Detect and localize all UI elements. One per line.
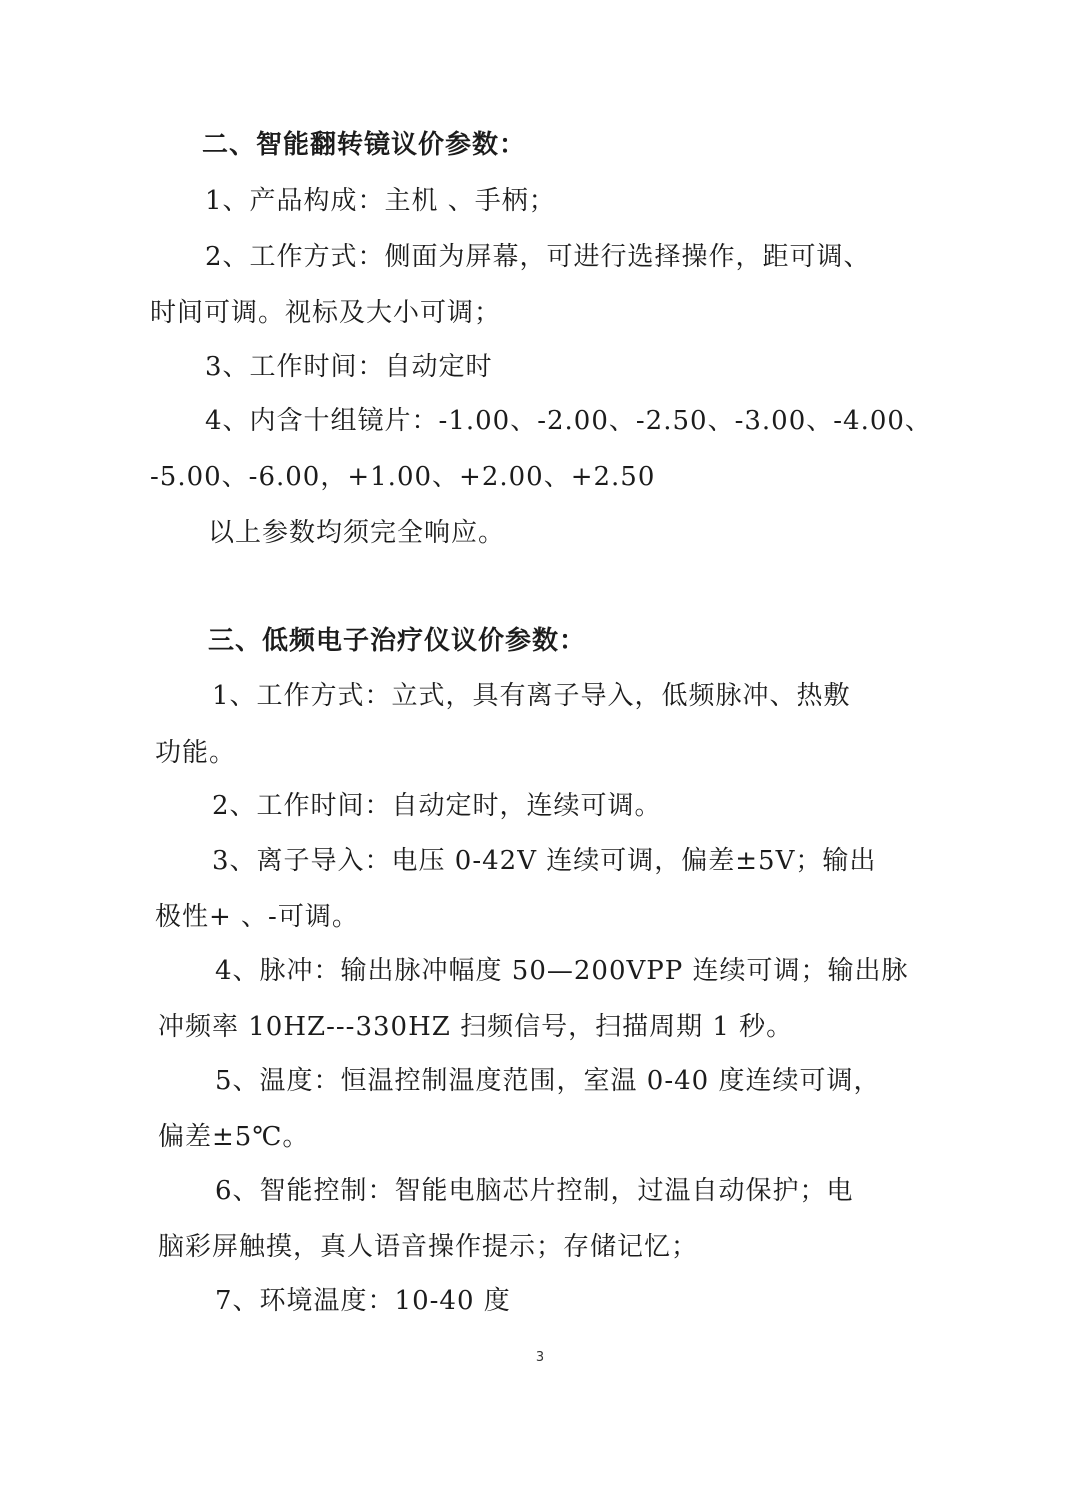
section-3-item-5: 5、温度：恒温控制温度范围，室温 0-40 度连续可调，: [215, 1066, 881, 1096]
section-3-item-6: 6、智能控制：智能电脑芯片控制，过温自动保护；电: [215, 1176, 854, 1206]
section-3-item-3-cont: 极性+ 、-可调。: [155, 902, 359, 932]
section-3-item-1-cont: 功能。: [155, 738, 237, 768]
section-3-item-1: 1、工作方式：立式，具有离子导入，低频脉冲、热敷: [212, 681, 851, 711]
page-number: 3: [535, 1350, 545, 1365]
section-2-item-1: 1、产品构成：主机 、手柄；: [205, 186, 556, 216]
section-2-item-4-cont: -5.00、-6.00，+1.00、+2.00、+2.50: [150, 462, 656, 492]
section-2-item-4: 4、内含十组镜片：-1.00、-2.00、-2.50、-3.00、-4.00、: [205, 406, 932, 436]
section-2-item-2-cont: 时间可调。视标及大小可调；: [150, 298, 502, 328]
section-3-item-3: 3、离子导入：电压 0-42V 连续可调，偏差±5V；输出: [212, 846, 877, 876]
section-3-item-7: 7、环境温度：10-40 度: [215, 1286, 511, 1316]
section-2-compliance-note: 以上参数均须完全响应。: [208, 518, 506, 548]
section-2-heading: 二、智能翻转镜议价参数：: [202, 130, 527, 160]
section-2-item-3: 3、工作时间：自动定时: [205, 352, 493, 382]
section-2-item-2: 2、工作方式：侧面为屏幕，可进行选择操作，距可调、: [205, 242, 871, 272]
section-3-item-2: 2、工作时间：自动定时，连续可调。: [212, 791, 662, 821]
section-3-item-4: 4、脉冲：输出脉冲幅度 50—200VPP 连续可调；输出脉: [215, 956, 909, 986]
section-3-heading: 三、低频电子治疗仪议价参数：: [208, 626, 587, 656]
section-3-item-6-cont: 脑彩屏触摸，真人语音操作提示；存储记忆；: [158, 1232, 699, 1262]
section-3-item-5-cont: 偏差±5℃。: [158, 1122, 310, 1152]
section-3-item-4-cont: 冲频率 10HZ---330HZ 扫频信号，扫描周期 1 秒。: [158, 1012, 794, 1042]
